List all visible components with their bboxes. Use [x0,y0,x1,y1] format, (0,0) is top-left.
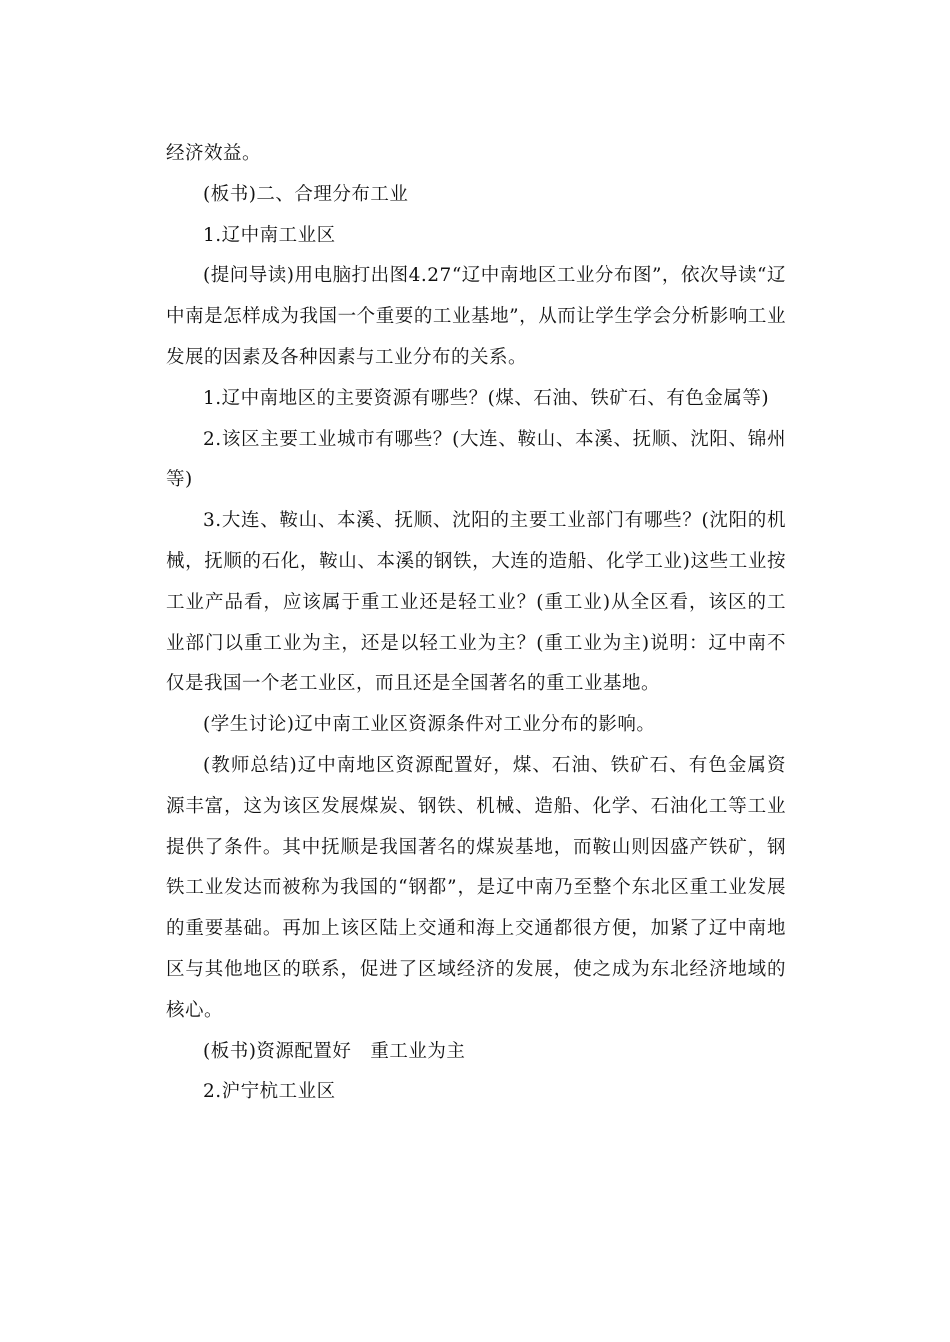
paragraph: (提问导读)用电脑打出图4.27“辽中南地区工业分布图”，依次导读“辽中南是怎样成为我国一个重要的工业基地”，从而让学生学会分析影响工业发展的因素及各种因素与工业分布的关系。 [166,265,786,368]
paragraph: 经济效益。 [166,143,262,164]
paragraph: (学生讨论)辽中南工业区资源条件对工业分布的影响。 [203,714,656,736]
section-heading: 1.辽中南工业区 [203,224,336,246]
board-note: (板书)资源配置好 重工业为主 [203,1040,466,1062]
board-note-heading: (板书)二、合理分布工业 [203,183,409,205]
paragraph: (教师总结)辽中南地区资源配置好，煤、石油、铁矿石、有色金属资源丰富，这为该区发展煤炭、钢铁、机械、造船、化学、石油化工等工业提供了条件。其中抚顺是我国著名的煤炭基地，而鞍山则因盛产铁矿，钢铁工业发达而被称为我国的“钢都”，是辽中南乃至整个东北区重工业发展的重要基础。再加上该区陆上交通和海上交通都很方便，加紧了辽中南地区与其他地区的联系，促进了区域经济的发展，使之成为东北经济地域的核心。 [166,754,786,1021]
question-item: 3.大连、鞍山、本溪、抚顺、沈阳的主要工业部门有哪些？(沈阳的机械，抚顺的石化，鞍山、本溪的钢铁，大连的造船、化学工业)这些工业按工业产品看，应该属于重工业还是轻工业？(重工业)从全区看，该区的工业部门以重工业为主，还是以轻工业为主？(重工业为主)说明：辽中南不仅是我国一个老工业区，而且还是全国著名的重工业基地。 [166,510,786,695]
section-heading: 2.沪宁杭工业区 [203,1081,336,1103]
document-body [166,134,786,1113]
question-item: 2.该区主要工业城市有哪些？(大连、鞍山、本溪、抚顺、沈阳、锦州等) [166,428,786,491]
question-item: 1.辽中南地区的主要资源有哪些？(煤、石油、铁矿石、有色金属等) [203,387,770,409]
